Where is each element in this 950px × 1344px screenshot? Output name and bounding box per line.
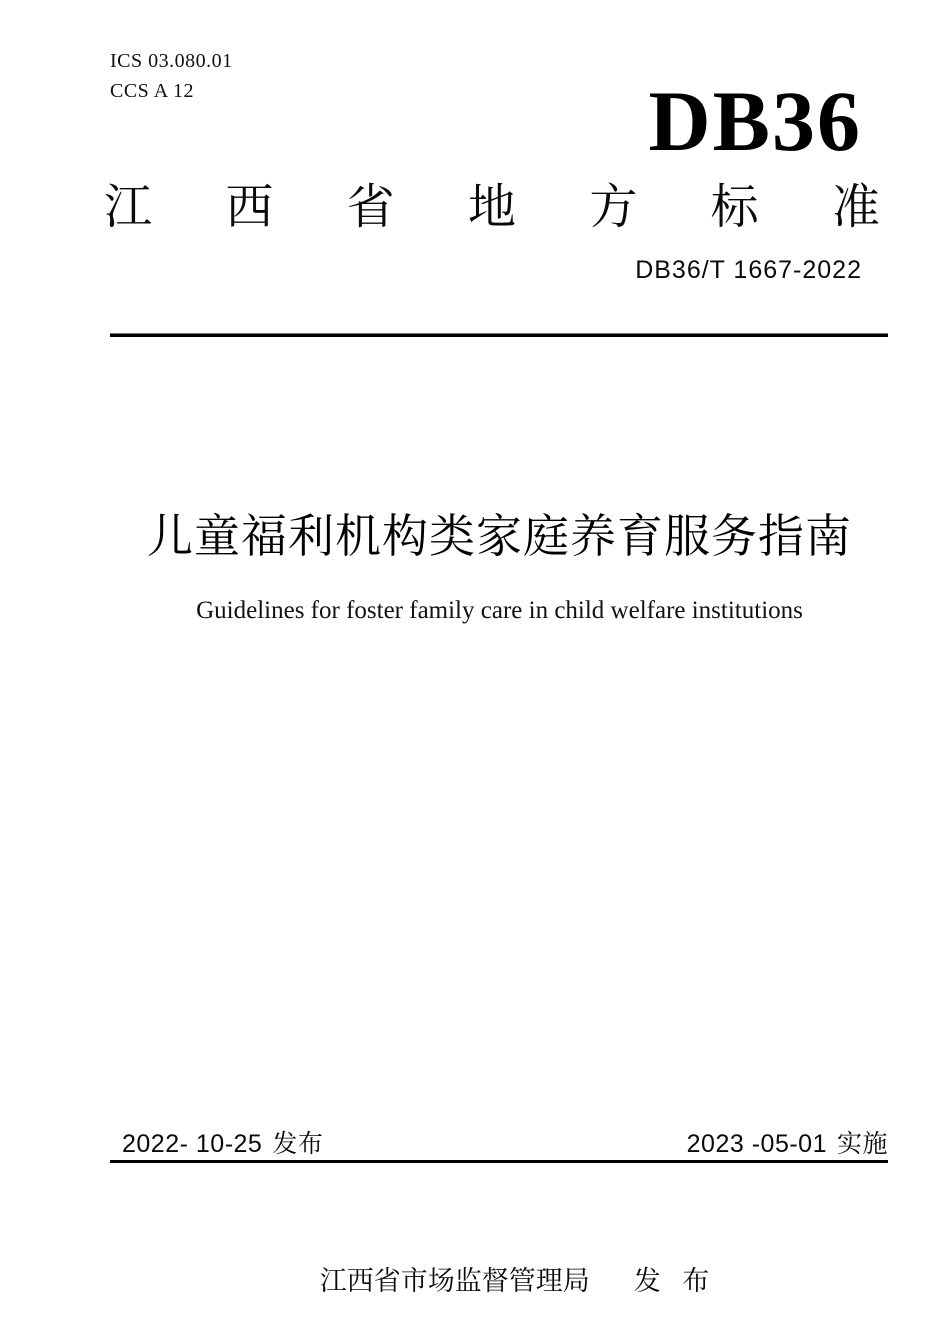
footer-rule <box>110 1160 888 1163</box>
header-rule <box>110 333 888 337</box>
db36-logo: DB36 <box>648 73 862 169</box>
standard-name-char: 西 <box>225 181 274 234</box>
standard-name-char: 标 <box>710 181 759 234</box>
ics-code: ICS 03.080.01 <box>110 50 233 72</box>
implementation-date-label: 实施 <box>836 1130 888 1158</box>
implementation-date-value: 2023 -05-01 <box>686 1130 827 1158</box>
publisher-row <box>111 1228 888 1329</box>
standard-name <box>104 182 880 235</box>
issue-date <box>110 1124 323 1160</box>
classification-codes <box>110 46 233 106</box>
title-block <box>111 509 888 626</box>
standard-name-char: 省 <box>346 181 395 234</box>
document-title-chinese: 儿童福利机构类家庭养育服务指南 <box>147 510 852 562</box>
dates-row <box>110 1124 888 1160</box>
document-title-english: Guidelines for foster family care in child welfare institutions <box>196 597 803 625</box>
issue-date-label: 发布 <box>272 1130 324 1158</box>
standard-name-char: 准 <box>831 181 880 234</box>
ccs-code: CCS A 12 <box>110 80 195 102</box>
publisher-name: 江西省市场监督管理局 <box>319 1266 590 1296</box>
implementation-date <box>687 1124 888 1160</box>
standard-number: DB36/T 1667-2022 <box>635 256 862 284</box>
standard-name-char: 地 <box>467 181 516 234</box>
standard-name-char: 方 <box>589 181 638 234</box>
publish-label: 发 布 <box>633 1266 710 1296</box>
standard-name-char: 江 <box>104 181 153 234</box>
issue-date-value: 2022- 10-25 <box>122 1130 263 1158</box>
